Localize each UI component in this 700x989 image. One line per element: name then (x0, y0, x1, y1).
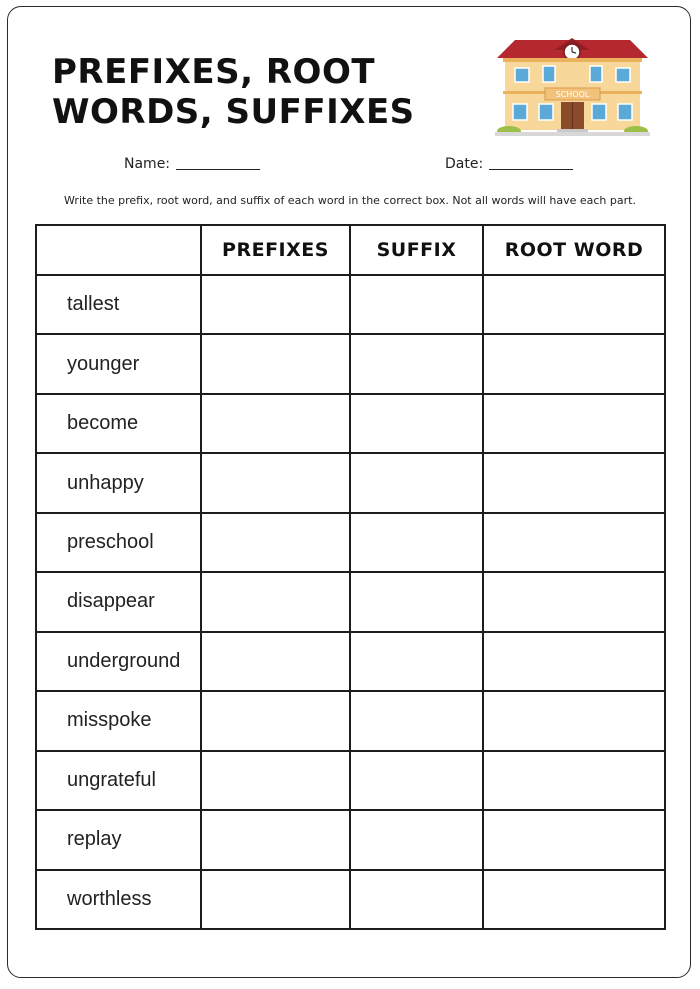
word-cell: disappear (36, 572, 201, 631)
word-cell: preschool (36, 513, 201, 572)
prefix-answer-cell[interactable] (201, 394, 350, 453)
table-row (36, 513, 665, 572)
table-row (36, 632, 665, 691)
table-row (36, 691, 665, 750)
word-cell: become (36, 394, 201, 453)
root-answer-cell[interactable] (483, 810, 665, 869)
root-answer-cell[interactable] (483, 275, 665, 334)
header-suffix: SUFFIX (350, 225, 483, 275)
word-cell: unhappy (36, 453, 201, 512)
prefix-answer-cell[interactable] (201, 870, 350, 929)
suffix-answer-cell[interactable] (350, 572, 483, 631)
suffix-answer-cell[interactable] (350, 810, 483, 869)
word-cell: replay (36, 810, 201, 869)
word-cell: misspoke (36, 691, 201, 750)
root-answer-cell[interactable] (483, 632, 665, 691)
table-header-row (36, 225, 665, 275)
root-answer-cell[interactable] (483, 691, 665, 750)
prefix-answer-cell[interactable] (201, 751, 350, 810)
word-cell: younger (36, 334, 201, 393)
prefix-answer-cell[interactable] (201, 572, 350, 631)
date-blank-line[interactable] (489, 159, 573, 170)
prefix-answer-cell[interactable] (201, 334, 350, 393)
school-sign: SCHOOL (555, 90, 590, 99)
worksheet-title: PREFIXES, ROOT WORDS, SUFFIXES (52, 52, 415, 132)
suffix-answer-cell[interactable] (350, 513, 483, 572)
root-answer-cell[interactable] (483, 394, 665, 453)
suffix-answer-cell[interactable] (350, 275, 483, 334)
prefix-answer-cell[interactable] (201, 453, 350, 512)
table-row (36, 453, 665, 512)
table-row (36, 572, 665, 631)
name-label: Name: (124, 156, 171, 172)
root-answer-cell[interactable] (483, 453, 665, 512)
prefix-answer-cell[interactable] (201, 632, 350, 691)
instructions-text: Write the prefix, root word, and suffix of each word in the correct box. Not all words will have each part. (64, 194, 636, 207)
name-blank-line[interactable] (176, 159, 260, 170)
root-answer-cell[interactable] (483, 870, 665, 929)
suffix-answer-cell[interactable] (350, 870, 483, 929)
header-root-word: ROOT WORD (483, 225, 665, 275)
prefix-answer-cell[interactable] (201, 691, 350, 750)
table-row (36, 810, 665, 869)
root-answer-cell[interactable] (483, 751, 665, 810)
word-cell: worthless (36, 870, 201, 929)
date-label: Date: (445, 156, 484, 172)
word-cell: tallest (36, 275, 201, 334)
root-answer-cell[interactable] (483, 334, 665, 393)
table-row (36, 870, 665, 929)
date-field[interactable] (445, 156, 573, 172)
table-row (36, 394, 665, 453)
header-word (36, 225, 201, 275)
word-cell: ungrateful (36, 751, 201, 810)
suffix-answer-cell[interactable] (350, 334, 483, 393)
header-prefixes: PREFIXES (201, 225, 350, 275)
suffix-answer-cell[interactable] (350, 691, 483, 750)
root-answer-cell[interactable] (483, 513, 665, 572)
name-field[interactable] (124, 156, 260, 172)
word-cell: underground (36, 632, 201, 691)
table-row (36, 334, 665, 393)
prefix-answer-cell[interactable] (201, 275, 350, 334)
prefix-answer-cell[interactable] (201, 513, 350, 572)
word-parts-table (35, 224, 666, 930)
suffix-answer-cell[interactable] (350, 394, 483, 453)
school-building-illustration (495, 36, 650, 136)
table-row (36, 751, 665, 810)
suffix-answer-cell[interactable] (350, 453, 483, 512)
suffix-answer-cell[interactable] (350, 751, 483, 810)
table-row (36, 275, 665, 334)
prefix-answer-cell[interactable] (201, 810, 350, 869)
suffix-answer-cell[interactable] (350, 632, 483, 691)
root-answer-cell[interactable] (483, 572, 665, 631)
